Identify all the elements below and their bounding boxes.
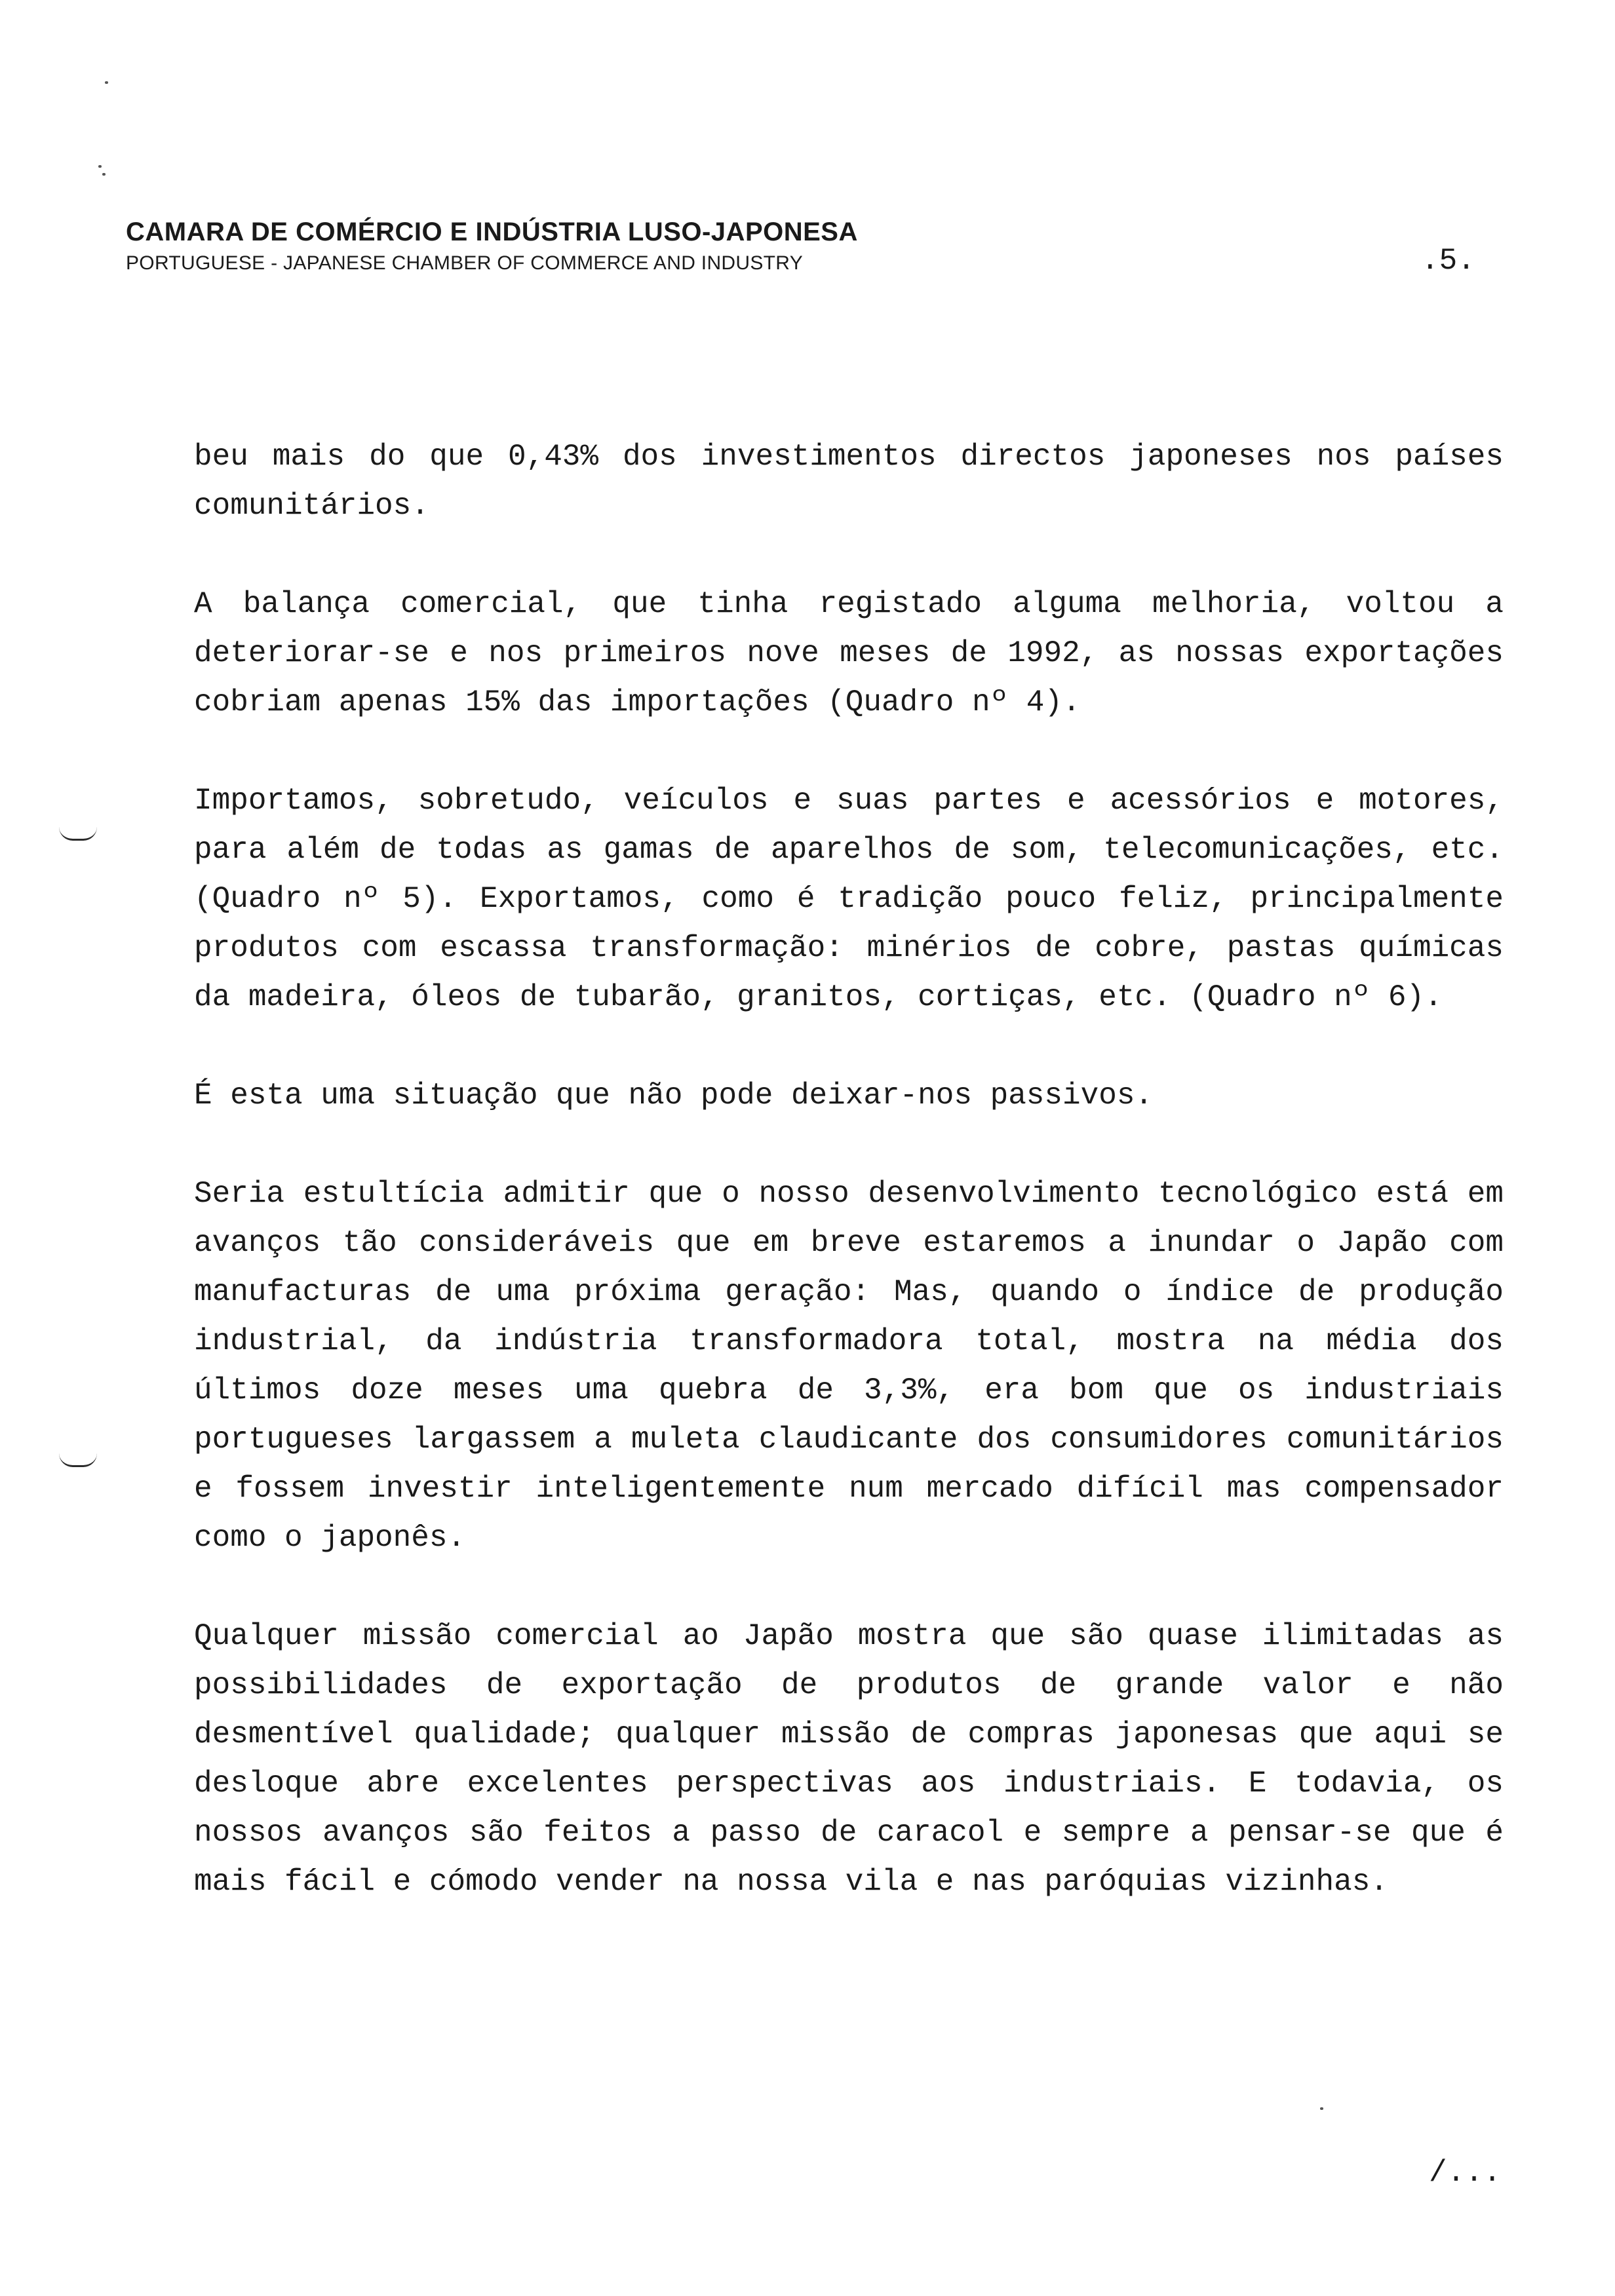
punch-hole-mark — [59, 827, 97, 841]
paragraph: Importamos, sobretudo, veículos e suas partes e acessórios e motores, para além de todas as gamas de aparelhos de som, telecomunicações, etc. (Quadro nº 5). Exportamos, como é tradição pouco feliz, principalmente produtos com escassa transformação: minérios de cobre, pastas químicas da madeira, óleos de tubarão, granitos, cortiças, etc. (Quadro nº 6). — [194, 784, 1504, 1014]
page-number: .5. — [1421, 244, 1475, 278]
punch-hole-mark — [59, 1453, 97, 1467]
organization-name-english: PORTUGUESE - JAPANESE CHAMBER OF COMMERCE AND INDUSTRY — [126, 252, 804, 274]
paragraph: Seria estultícia admitir que o nosso desenvolvimento tecnológico está em avanços tão consideráveis que em breve estaremos a inundar o Japão com manufacturas de uma próxima geração: Mas, quando o índice de produção industrial, da indústria transformadora total, mostra na média dos últimos doze meses uma quebra de 3,3%, era bom que os industriais portugueses largassem a muleta claudicante dos consumidores comunitários e fossem investir inteligentemente num mercado difícil mas compensador como o japonês. — [194, 1177, 1504, 1555]
paragraph: A balança comercial, que tinha registado alguma melhoria, voltou a deteriorar-se e nos primeiros nove meses de 1992, as nossas exportações cobriam apenas 15% das importações (Quadro nº 4). — [194, 587, 1504, 719]
paragraph: Qualquer missão comercial ao Japão mostra que são quase ilimitadas as possibilidades de exportação de produtos de grande valor e não desmentível qualidade; qualquer missão de compras japonesas que aqui se desloque abre excelentes perspectivas aos industriais. E todavia, os nossos avanços são feitos a passo de caracol e sempre a pensar-se que é mais fácil e cómodo vender na nossa vila e nas paróquias vizinhas. — [194, 1619, 1504, 1899]
scan-speck — [1320, 2107, 1323, 2110]
continuation-mark: /... — [1429, 2156, 1502, 2190]
letterhead — [126, 216, 858, 277]
paragraph: É esta uma situação que não pode deixar-nos passivos. — [194, 1079, 1154, 1113]
scan-speck — [102, 173, 106, 176]
paragraph: beu mais do que 0,43% dos investimentos directos japoneses nos países comunitários. — [194, 440, 1504, 523]
scan-speck — [105, 81, 108, 84]
organization-name: CAMARA DE COMÉRCIO E INDÚSTRIA LUSO-JAPONESA — [126, 218, 858, 246]
scan-speck — [98, 165, 102, 168]
document-body — [194, 432, 1504, 1956]
